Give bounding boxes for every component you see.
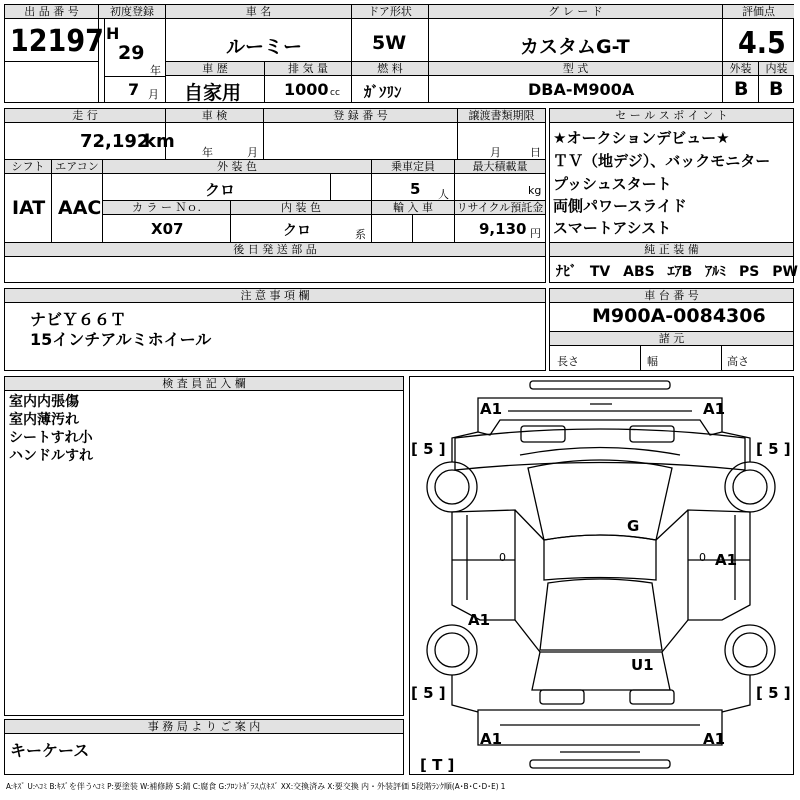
equipment-alloy: ｱﾙﾐ [705, 264, 727, 280]
first-reg-year: 29 [118, 42, 145, 64]
recycle-label: リサイクル預託金 [456, 201, 544, 214]
displacement-unit: cc [330, 88, 340, 98]
equipment-label: 純 正 装 備 [550, 243, 793, 257]
side-zero-right: 0 [699, 551, 706, 564]
inspector-line: 室内薄汚れ [9, 412, 79, 428]
inspection-year-unit: 年 [202, 146, 213, 159]
max-load-label: 最大積載量 [455, 160, 545, 174]
inspector-line: シートすれ小 [9, 430, 93, 446]
capacity-unit: 人 [438, 188, 449, 201]
model-label: 型 式 [429, 62, 722, 76]
ext-color-label: 外 装 色 [103, 160, 371, 174]
capacity-value: 5 [410, 180, 421, 198]
inspector-line: 室内内張傷 [9, 394, 79, 410]
mark-rear-right: A1 [703, 730, 726, 748]
first-reg-year-unit: 年 [150, 64, 161, 77]
color-no-label: カ ラ ー Ｎｏ. [103, 201, 230, 215]
model-value: DBA-M900A [528, 80, 635, 99]
office-label: 事 務 局 よ り ご 案 内 [5, 720, 403, 734]
first-reg-label: 初度登録 [99, 5, 165, 19]
transfer-label: 譲渡書類期限 [458, 109, 545, 123]
specs-length: 長さ [557, 355, 579, 368]
car-name-label: 車 名 [166, 5, 351, 19]
lot-number: 12197 [10, 24, 104, 59]
mark-right-side: A1 [715, 551, 738, 569]
tire-front-left: [ 5 ] [411, 440, 446, 458]
chassis-value: M900A-0084306 [592, 305, 766, 327]
shift-value: IAT [12, 197, 46, 219]
hood-outline [455, 429, 745, 470]
score-value: 4.5 [738, 26, 786, 61]
first-reg-month: 7 [128, 80, 140, 99]
displacement-value: 1000 [284, 80, 329, 99]
displacement-label: 排 気 量 [265, 62, 351, 76]
sales-point-item: プッシュスタート [553, 175, 672, 193]
sales-point-item: 両側パワースライド [553, 197, 687, 215]
import-label: 輸 入 車 [372, 201, 454, 215]
int-color-unit: 系 [355, 228, 366, 241]
sales-point-item: ★オークションデビュー★ [553, 129, 730, 147]
mark-left-side: A1 [468, 611, 491, 629]
mileage-unit: km [144, 131, 175, 152]
equipment-ps: PS [739, 264, 760, 280]
ext-color-value: クロ [205, 181, 236, 199]
mileage-value: 72,192 [80, 131, 150, 152]
first-reg-month-unit: 月 [148, 88, 159, 101]
int-color-value: クロ [283, 223, 311, 239]
inspector-label: 検 査 員 記 入 欄 [5, 377, 403, 391]
notes-line: 15インチアルミホイール [30, 330, 212, 349]
mileage-label: 走 行 [5, 109, 165, 123]
equipment-airbag: ｴｱB [667, 264, 693, 280]
fuel-label: 燃 料 [352, 62, 428, 76]
later-parts-label: 後 日 発 送 部 品 [5, 243, 545, 257]
car-name-value: ルーミー [226, 36, 303, 58]
equipment-nav: ﾅﾋﾞ [556, 264, 577, 280]
recycle-unit: 円 [530, 227, 541, 240]
door-label: ドア形状 [352, 5, 428, 19]
spare-tire: [ T ] [420, 756, 455, 774]
score-label: 評価点 [723, 5, 794, 19]
equipment-tv: TV [589, 264, 611, 280]
first-reg-era: H [106, 24, 120, 43]
notes-line: ナビＹ６６Ｔ [30, 310, 127, 329]
inspection-month-unit: 月 [247, 146, 258, 159]
equipment-list [556, 261, 798, 281]
mark-front-left: A1 [480, 400, 503, 418]
legend-text: A:ｷｽﾞ U:ﾍｺﾐ B:ｷｽﾞを伴うﾍｺﾐ P:要塗装 W:補修跡 S:錆 C:腐食 G:ﾌﾛﾝﾄｶﾞﾗｽ点ｷｽﾞ XX:交換済み X:要交換 内・外装評価 5段階ﾗﾝｸ順(A･B･C･D･E) 1 [6, 782, 506, 791]
office-value: キーケース [10, 741, 90, 760]
sales-point-item: ＴＶ（地デジ）、バックモニター [553, 152, 771, 170]
int-color-label: 内 装 色 [231, 201, 371, 215]
specs-width: 幅 [647, 355, 658, 368]
mark-front-right: A1 [703, 400, 726, 418]
side-zero-left: 0 [499, 551, 506, 564]
capacity-label: 乗車定員 [372, 160, 454, 174]
grade-value: カスタムG-T [520, 36, 630, 58]
score-int-value: B [769, 78, 784, 100]
equipment-pw: PW [772, 264, 798, 280]
windshield [528, 460, 672, 540]
tire-rear-left: [ 5 ] [411, 684, 446, 702]
car-diagram [409, 376, 794, 775]
fuel-value: ｶﾞｿﾘﾝ [364, 83, 402, 101]
mark-rear-left: A1 [480, 730, 503, 748]
equipment-abs: ABS [623, 264, 655, 280]
mark-rear: U1 [631, 656, 654, 674]
grade-label: グ レ ー ド [429, 5, 722, 19]
left-side [452, 510, 515, 620]
score-int-label: 内装 [759, 62, 794, 76]
shift-label: シフト [5, 160, 51, 174]
plate-label: 登 録 番 号 [264, 109, 457, 123]
score-ext-label: 外装 [723, 62, 758, 76]
roof [544, 535, 656, 580]
notes-label: 注 意 事 項 欄 [5, 289, 545, 303]
recycle-value: 9,130 [479, 220, 527, 238]
score-ext-value: B [734, 78, 749, 100]
specs-label: 諸 元 [550, 332, 793, 346]
transfer-month-unit: 月 [490, 146, 501, 159]
door-value: 5W [372, 32, 407, 54]
transfer-day-unit: 日 [530, 146, 541, 159]
inspection-label: 車 検 [166, 109, 263, 123]
sales-points-label: セ ー ル ス ポ イ ン ト [550, 109, 793, 123]
inspector-line: ハンドルすれ [9, 448, 93, 464]
tire-front-right: [ 5 ] [756, 440, 791, 458]
front-bumper-top [530, 381, 670, 389]
lot-label: 出 品 番 号 [5, 5, 98, 19]
mark-hood: G [627, 517, 640, 535]
history-value: 自家用 [184, 82, 242, 104]
rear-bumper [478, 710, 722, 745]
color-no-value: X07 [151, 220, 184, 238]
sales-point-item: スマートアシスト [553, 219, 672, 237]
specs-height: 高さ [727, 355, 749, 368]
aircon-value: AAC [58, 197, 102, 219]
max-load-unit: kg [528, 184, 542, 197]
history-label: 車 歴 [166, 62, 264, 76]
tire-rear-right: [ 5 ] [756, 684, 791, 702]
aircon-label: エアコン [52, 160, 102, 174]
chassis-label: 車 台 番 号 [550, 289, 793, 303]
